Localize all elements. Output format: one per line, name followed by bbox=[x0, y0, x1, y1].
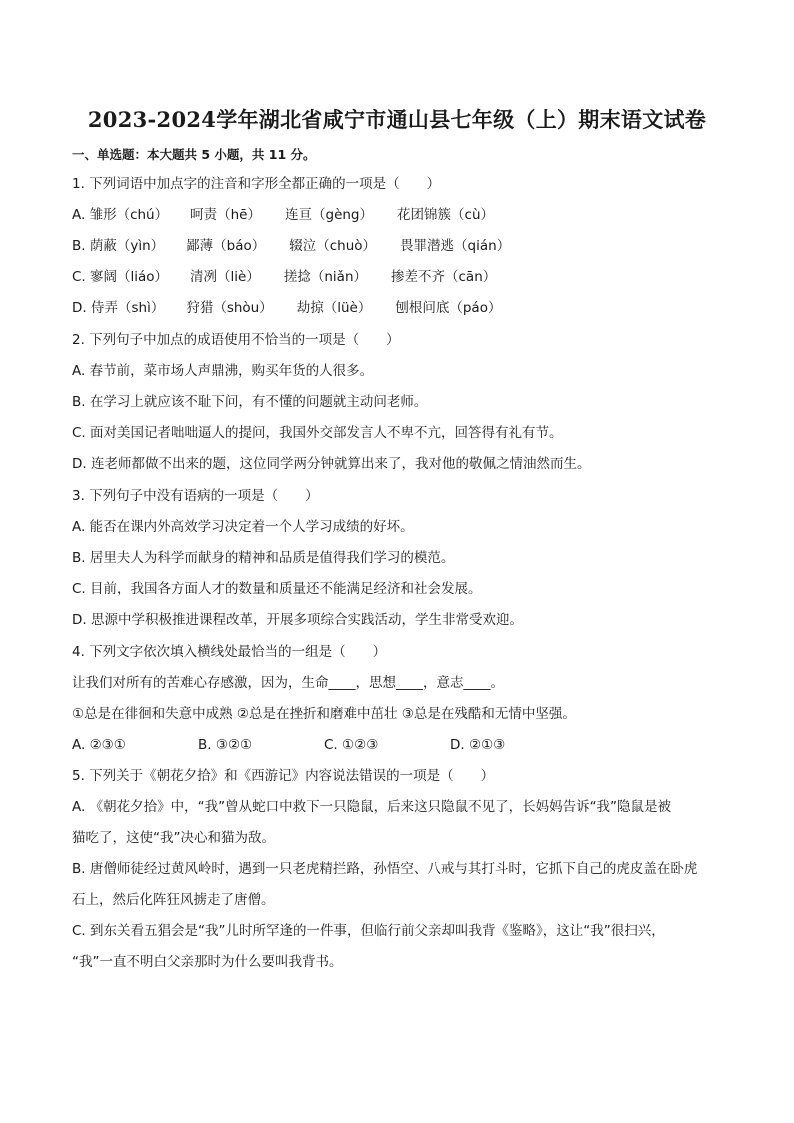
q5-option-a-line1: A. 《朝花夕拾》中，“我”曾从蛇口中救下一只隐鼠，后来这只隐鼠不见了，长妈妈告诉“我”隐鼠是被 bbox=[72, 799, 672, 815]
q4-option-d: D. ②①③ bbox=[450, 737, 506, 753]
q1-option-c: C. 寥阔（liáo） 清冽（liè） 搓捻（niǎn） 掺差不齐（cān） bbox=[72, 269, 497, 285]
q2-stem: 2. 下列句子中加点的成语使用不恰当的一项是（ ） bbox=[72, 332, 400, 348]
q3-stem: 3. 下列句子中没有语病的一项是（ ） bbox=[72, 488, 319, 504]
q4-options bbox=[72, 735, 505, 755]
q4-phrases: ①总是在徘徊和失意中成熟 ②总是在挫折和磨难中茁壮 ③总是在残酷和无情中坚强。 bbox=[72, 706, 576, 722]
q2-option-a: A. 春节前，菜市场人声鼎沸，购买年货的人很多。 bbox=[72, 363, 374, 379]
q2-option-c: C. 面对美国记者咄咄逼人的提问，我国外交部发言人不卑不亢，回答得有礼有节。 bbox=[72, 425, 563, 441]
q4-option-b: B. ③②① bbox=[198, 737, 253, 753]
q3-option-c: C. 目前，我国各方面人才的数量和质量还不能满足经济和社会发展。 bbox=[72, 581, 482, 597]
q4-stem: 4. 下列文字依次填入横线处最恰当的一组是（ ） bbox=[72, 644, 387, 660]
section-heading: 一、单选题：本大题共 5 小题，共 11 分。 bbox=[72, 147, 316, 162]
q5-stem: 5. 下列关于《朝花夕拾》和《西游记》内容说法错误的一项是（ ） bbox=[72, 768, 495, 784]
q2-option-b: B. 在学习上就应该不耻下问，有不懂的问题就主动问老师。 bbox=[72, 394, 428, 410]
q5-option-b-line2: 石上，然后化阵狂风掳走了唐僧。 bbox=[72, 892, 275, 908]
q4-option-c: C. ①②③ bbox=[324, 737, 379, 753]
q1-option-a: A. 雏形（chú） 呵责（hē） 连亘（gèng） 花团锦簇（cù） bbox=[72, 207, 494, 223]
q1-option-b: B. 荫蔽（yìn） 鄙薄（báo） 辍泣（chuò） 畏罪潜逃（qián） bbox=[72, 238, 511, 254]
q3-option-d: D. 思源中学积极推进课程改革，开展多项综合实践活动，学生非常受欢迎。 bbox=[72, 612, 523, 628]
q5-option-b-line1: B. 唐僧师徒经过黄风岭时，遇到一只老虎精拦路，孙悟空、八戒与其打斗时，它抓下自己的虎皮盖在卧虎 bbox=[72, 861, 698, 877]
q5-option-a-line2: 猫吃了，这使“我”决心和猫为敌。 bbox=[72, 830, 275, 846]
q3-option-a: A. 能否在课内外高效学习决定着一个人学习成绩的好坏。 bbox=[72, 519, 414, 535]
q1-option-d: D. 侍弄（shì） 狩猎（shòu） 劫掠（lüè） 刨根问底（páo） bbox=[72, 300, 502, 316]
exam-title: 2023-2024学年湖北省咸宁市通山县七年级（上）期末语文试卷 bbox=[87, 107, 707, 132]
q3-option-b: B. 居里夫人为科学而献身的精神和品质是值得我们学习的模范。 bbox=[72, 550, 455, 566]
q4-option-a: A. ②③① bbox=[72, 737, 126, 753]
q4-sentence: 让我们对所有的苦难心存感激，因为，生命____，思想____，意志____。 bbox=[72, 675, 504, 691]
q5-option-c-line2: “我”一直不明白父亲那时为什么要叫我背书。 bbox=[72, 954, 343, 970]
q5-option-c-line1: C. 到东关看五猖会是“我”儿时所罕逢的一件事，但临行前父亲却叫我背《鉴略》，这让“我”很扫兴， bbox=[72, 923, 665, 939]
q2-option-d: D. 连老师都做不出来的题，这位同学两分钟就算出来了，我对他的敬佩之情油然而生。 bbox=[72, 456, 591, 472]
q1-stem: 1. 下列词语中加点字的注音和字形全都正确的一项是（ ） bbox=[72, 176, 441, 192]
